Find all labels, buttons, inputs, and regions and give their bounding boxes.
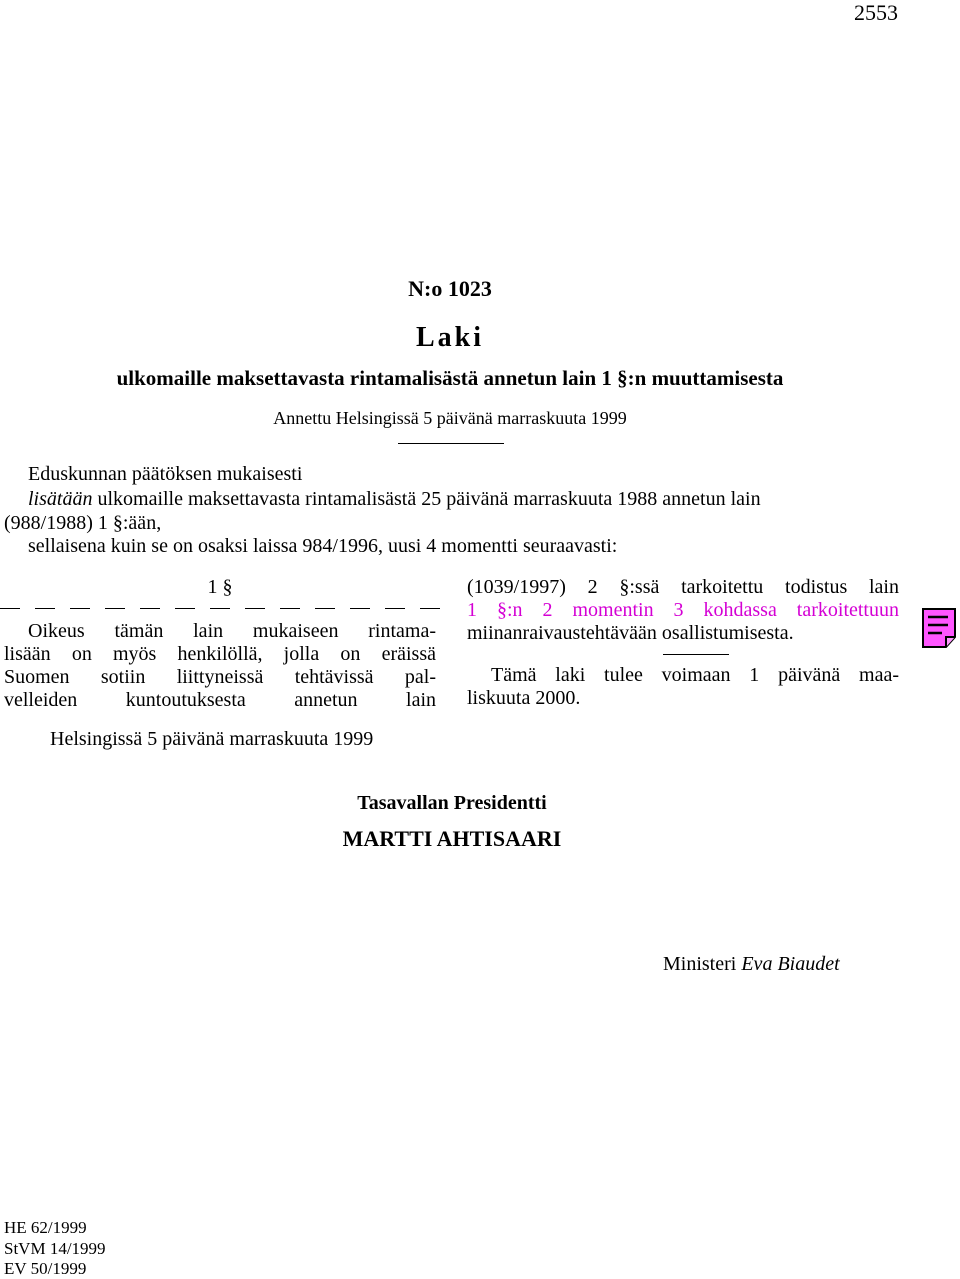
dash bbox=[245, 608, 265, 619]
preamble-line-1: Eduskunnan päätöksen mukaisesti bbox=[28, 463, 303, 485]
dash bbox=[35, 608, 55, 619]
statute-number: N:o 1023 bbox=[408, 276, 492, 301]
note-icon[interactable] bbox=[922, 608, 956, 648]
section-text-line-1: Oikeus tämän lain mukaiseen rintama- bbox=[28, 620, 436, 642]
reference-ev: EV 50/1999 bbox=[4, 1259, 87, 1278]
reference-stvm: StVM 14/1999 bbox=[4, 1239, 106, 1258]
preamble-line-4: sellaisena kuin se on osaksi laissa 984/1996, uusi 4 momentti seuraavasti: bbox=[28, 535, 618, 557]
dash bbox=[350, 608, 370, 619]
omitted-text-dashes bbox=[0, 597, 440, 619]
section-heading: 1 § bbox=[207, 576, 233, 598]
entry-divider bbox=[663, 654, 729, 655]
note-icon-graphic bbox=[922, 608, 956, 648]
dash bbox=[70, 608, 90, 619]
dash bbox=[385, 608, 405, 619]
minister-signature bbox=[663, 953, 840, 976]
dash bbox=[280, 608, 300, 619]
dash bbox=[210, 608, 230, 619]
preamble-line-3: (988/1988) 1 §:ään, bbox=[4, 512, 162, 534]
section-text-line-5: (1039/1997) 2 §:ssä tarkoitettu todistus lain bbox=[467, 576, 899, 598]
reference-he: HE 62/1999 bbox=[4, 1218, 87, 1237]
entry-into-force-line-1: Tämä laki tulee voimaan 1 päivänä maa- bbox=[491, 664, 899, 686]
highlighted-text-line: 1 §:n 2 momentin 3 kohdassa tarkoitettuun bbox=[467, 599, 899, 621]
section-text-line-2: lisään on myös henkilöllä, jolla on eräissä bbox=[4, 643, 436, 665]
minister-name: Eva Biaudet bbox=[741, 953, 840, 975]
document-type: Laki bbox=[415, 322, 485, 353]
dash bbox=[0, 608, 20, 619]
document-title: ulkomaille maksettavasta rintamalisästä annetun lain 1 §:n muuttamisesta bbox=[116, 366, 784, 390]
section-text-line-7: miinanraivaustehtävään osallistumisesta. bbox=[467, 622, 794, 644]
preamble-line-2-text: ulkomaille maksettavasta rintamalisästä 25 päivänä marraskuuta 1988 annetun lain bbox=[92, 488, 761, 510]
preamble-verb: lisätään bbox=[28, 488, 93, 510]
signature-title: Tasavallan Presidentti bbox=[357, 792, 547, 814]
dash bbox=[140, 608, 160, 619]
section-text-line-4: velleiden kuntoutuksesta annetun lain bbox=[4, 689, 436, 711]
dash bbox=[315, 608, 335, 619]
given-date: Annettu Helsingissä 5 päivänä marraskuuta 1999 bbox=[273, 408, 627, 428]
signing-place-date: Helsingissä 5 päivänä marraskuuta 1999 bbox=[50, 728, 374, 750]
signatory-name: MARTTI AHTISAARI bbox=[342, 826, 562, 851]
preamble-line-2 bbox=[28, 488, 761, 511]
page-number: 2553 bbox=[854, 0, 898, 25]
dash bbox=[420, 608, 440, 619]
title-divider bbox=[398, 443, 504, 444]
section-text-line-3: Suomen sotiin liittyneissä tehtävissä pal- bbox=[4, 666, 436, 688]
minister-label: Ministeri bbox=[663, 953, 737, 975]
entry-into-force-line-2: liskuuta 2000. bbox=[467, 687, 581, 709]
dash bbox=[105, 608, 125, 619]
dash bbox=[175, 608, 195, 619]
